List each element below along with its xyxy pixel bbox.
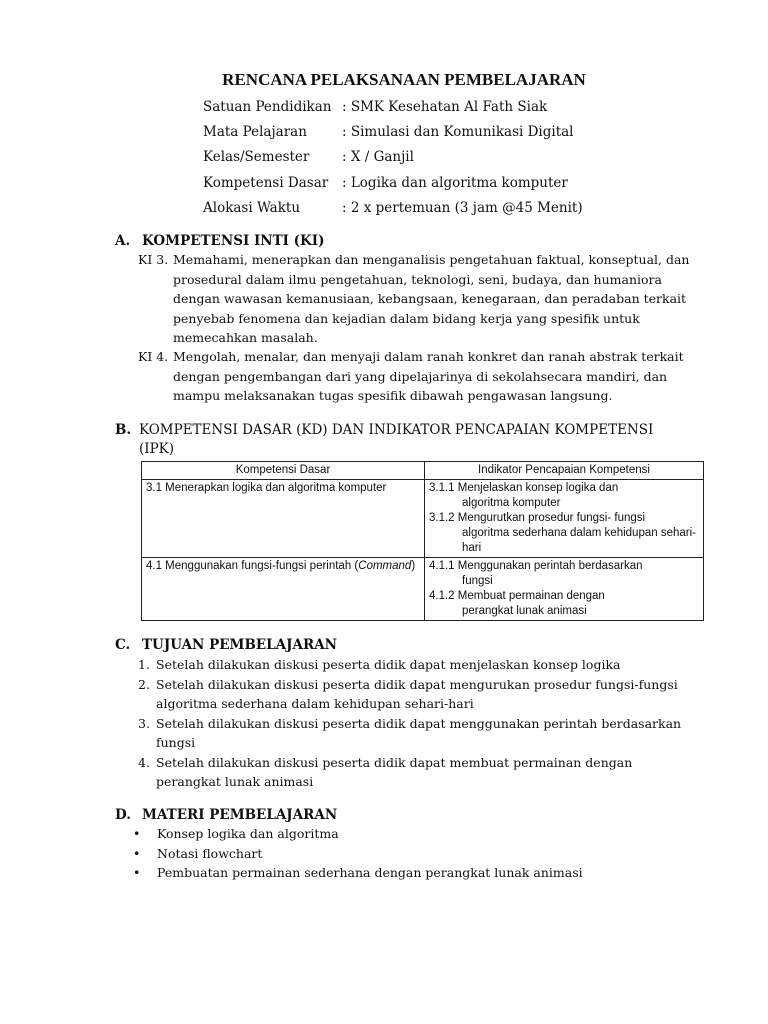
table-header-ipk: Indikator Pencapaian Kompetensi <box>425 462 704 480</box>
meta-value: : Simulasi dan Komunikasi Digital <box>342 124 574 140</box>
indicator-text: 3.1.2 Mengurutkan prosedur fungsi- fungsi <box>429 512 646 524</box>
table-header-kd: Kompetensi Dasar <box>142 462 425 480</box>
table-row <box>142 558 704 621</box>
section-title: MATERI PEMBELAJARAN <box>142 807 338 823</box>
indicator-continuation: algoritma komputer <box>462 497 561 509</box>
ipk-cell <box>425 480 704 558</box>
list-item <box>131 863 691 883</box>
ki4-label: KI 4. <box>138 349 169 364</box>
list-text: Setelah dilakukan diskusi peserta didik dapat menggunakan perintah berdasarkan fungsi <box>156 715 682 750</box>
ki3-label: KI 3. <box>138 252 169 267</box>
section-title: TUJUAN PEMBELAJARAN <box>142 637 338 653</box>
table-row <box>142 480 704 558</box>
bullet-icon: • <box>133 826 141 841</box>
tujuan-list <box>138 655 698 792</box>
list-text: Notasi flowchart <box>157 845 263 861</box>
kd-text: 3.1 Menerapkan logika dan algoritma komputer <box>146 482 387 494</box>
list-text: Setelah dilakukan diskusi peserta didik dapat mengurukan prosedur fungsi-fungsi algoritma sederhana dalam kehidupan sehari-hari <box>156 676 678 711</box>
list-item <box>131 824 691 844</box>
meta-value: : X / Ganjil <box>342 149 414 165</box>
ki3-line: penyebab fenomena dan kejadian dalam bidang kerja yang spesifik untuk <box>173 310 640 326</box>
ki4-block <box>138 347 698 406</box>
list-item <box>138 675 698 714</box>
indicator-continuation: perangkat lunak animasi <box>462 605 587 617</box>
indicator-text: 4.1.2 Membuat permainan dengan <box>429 590 605 602</box>
section-letter: D. <box>115 807 131 823</box>
meta-value: : Logika dan algoritma komputer <box>342 175 568 191</box>
list-item <box>138 753 698 792</box>
list-number: 3. <box>138 715 150 731</box>
meta-key: Kompetensi Dasar <box>203 175 329 191</box>
section-title: KOMPETENSI DASAR (KD) DAN INDIKATOR PENCAPAIAN KOMPETENSI (IPK) <box>139 422 654 457</box>
meta-value: : SMK Kesehatan Al Fath Siak <box>342 99 548 115</box>
bullet-icon: • <box>133 865 141 880</box>
meta-value: : 2 x pertemuan (3 jam @45 Menit) <box>342 200 583 216</box>
kd-cell <box>142 558 425 621</box>
kd-text: 4.1 Menggunakan fungsi-fungsi perintah ( <box>146 560 359 572</box>
indicator-item <box>429 589 699 619</box>
kd-cell <box>142 480 425 558</box>
meta-key: Mata Pelajaran <box>203 124 307 140</box>
list-text: Setelah dilakukan diskusi peserta didik dapat menjelaskan konsep logika <box>156 657 621 672</box>
ki3-line: dengan wawasan kemanusiaan, kebangsaan, kenegaraan, dan peradaban terkait <box>173 291 687 306</box>
ki3-block <box>138 250 698 348</box>
ipk-cell <box>425 558 704 621</box>
list-text: Pembuatan permainan sederhana dengan perangkat lunak animasi <box>157 865 583 880</box>
meta-key: Kelas/Semester <box>203 149 310 165</box>
list-number: 4. <box>138 754 150 770</box>
list-text: Konsep logika dan algoritma <box>157 826 339 841</box>
indicator-item <box>429 481 699 511</box>
kd-ipk-table <box>141 461 704 621</box>
indicator-item <box>429 511 699 556</box>
list-number: 2. <box>138 676 150 692</box>
materi-list <box>131 824 691 883</box>
table-header-row <box>142 462 704 480</box>
indicator-text: 3.1.1 Menjelaskan konsep logika dan <box>429 482 619 494</box>
list-text: Setelah dilakukan diskusi peserta didik dapat membuat permainan dengan perangkat lunak animasi <box>156 754 633 789</box>
bullet-icon: • <box>133 845 141 861</box>
indicator-text: 4.1.1 Menggunakan perintah berdasarkan <box>429 560 643 572</box>
ki3-line: memecahkan masalah. <box>173 330 318 345</box>
kd-text-after: ) <box>411 560 416 572</box>
indicator-continuation: algoritma sederhana dalam kehidupan sehari- hari <box>462 527 696 554</box>
ki4-line: mampu melaksanakan tugas spesifik dibawah pengawasan langsung. <box>173 388 613 403</box>
indicator-continuation: fungsi <box>462 575 493 587</box>
meta-key: Alokasi Waktu <box>203 200 301 216</box>
ki4-first-line: Mengolah, menalar, dan menyaji dalam ranah konkret dan ranah abstrak terkait <box>173 349 684 364</box>
list-item <box>131 844 691 864</box>
section-letter: B. <box>115 422 132 438</box>
section-title: KOMPETENSI INTI (KI) <box>142 233 325 249</box>
meta-key: Satuan Pendidikan <box>203 99 332 115</box>
list-number: 1. <box>138 657 150 672</box>
section-letter: A. <box>115 233 131 249</box>
list-item <box>138 714 698 753</box>
list-item <box>138 655 698 675</box>
ki4-line: dengan pengembangan dari yang dipelajarinya di sekolahsecara mandiri, dan <box>173 368 668 384</box>
ki3-first-line: Memahami, menerapkan dan menganalisis pengetahuan faktual, konseptual, dan <box>173 252 690 267</box>
indicator-item <box>429 559 699 589</box>
kd-text-italic: Command <box>358 560 412 572</box>
document-title: RENCANA PELAKSANAAN PEMBELAJARAN <box>222 70 586 89</box>
ki3-line: prosedural dalam ilmu pengetahuan, teknologi, seni, budaya, dan humaniora <box>173 271 662 287</box>
section-letter: C. <box>115 637 131 653</box>
